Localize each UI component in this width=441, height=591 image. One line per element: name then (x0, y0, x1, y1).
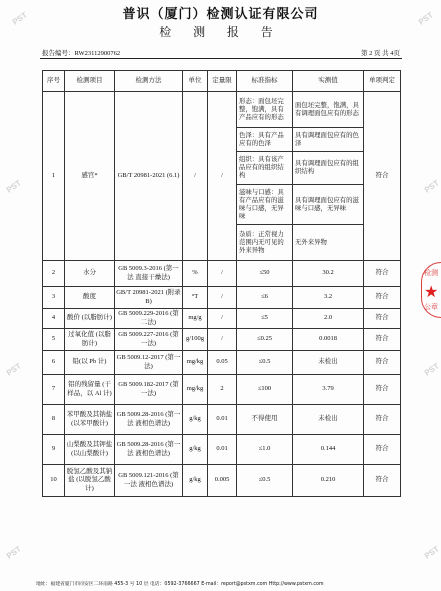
standard-value: ≤0.5 (237, 351, 293, 375)
measured-value: 3.79 (293, 375, 364, 405)
watermark: PST (416, 10, 435, 27)
test-item: 山梨酸及其钾盐(以山梨酸计) (65, 435, 115, 465)
test-method: GB 5009.182-2017 (第一法) (115, 375, 183, 405)
table-row (43, 261, 401, 287)
test-method: GB 5009.28-2016 (第一法 液相色谱法) (115, 405, 183, 435)
watermark: PST (422, 178, 441, 195)
measured-value: 无外来异物 (293, 225, 364, 261)
unit: g/100g (183, 329, 208, 351)
loq: / (208, 309, 237, 329)
standard-value: 色泽：具有产品应有的色泽 (237, 128, 293, 152)
test-item: 铅(以 Pb 计) (65, 351, 115, 375)
row-number: 4 (43, 309, 65, 329)
header-cell: 单项判定 (364, 71, 401, 92)
table-row (43, 309, 401, 329)
footer-contact: 地址：福建省厦门市同安区二环南路 455-3 号 10 层 电话：0592-3766667 E-mail：report@pstxm.com Http://www.pstxm.com (36, 582, 324, 587)
table-row (43, 435, 401, 465)
unit: mg/g (183, 309, 208, 329)
standard-value: 组织：具有该产品应有的组织结构 (237, 152, 293, 185)
measured-value: 未检出 (293, 351, 364, 375)
row-number: 1 (43, 92, 65, 261)
row-number: 10 (43, 465, 65, 497)
row-number: 7 (43, 375, 65, 405)
verdict: 符合 (364, 309, 401, 329)
test-method: GB 5009.229-2016 (第二法) (115, 309, 183, 329)
test-method: GB 5009.12-2017 (第一法) (115, 351, 183, 375)
measured-value: 3.2 (293, 287, 364, 309)
test-method: GB/T 20981-2021 (附录 B) (115, 287, 183, 309)
table-row (43, 405, 401, 435)
standard-value: ≤6 (237, 287, 293, 309)
header-cell: 定量限 (208, 71, 237, 92)
unit: g/kg (183, 435, 208, 465)
table-row (43, 329, 401, 351)
verdict: 符合 (364, 465, 401, 497)
standard-value: 不得使用 (237, 405, 293, 435)
unit: g/kg (183, 465, 208, 497)
test-item: 酸价 (以脂肪计) (65, 309, 115, 329)
seal-bottom-text: 公章 (424, 303, 438, 311)
verdict: 符合 (364, 287, 401, 309)
watermark: PST (4, 361, 23, 378)
test-method: GB 5009.3-2016 (第一法 直接干燥法) (115, 261, 183, 287)
test-item: 感官* (65, 92, 115, 261)
measured-value: 具有调理面包应有的色泽 (293, 128, 364, 152)
test-item: 铝的残留量 (干样品，以 Al 计) (65, 375, 115, 405)
standard-value: ≤100 (237, 375, 293, 405)
unit: mg/kg (183, 375, 208, 405)
row-number: 9 (43, 435, 65, 465)
verdict: 符合 (364, 375, 401, 405)
loq: 0.05 (208, 351, 237, 375)
unit: °T (183, 287, 208, 309)
loq: / (208, 287, 237, 309)
seal-top-text: 检测 (424, 269, 438, 277)
standard-value: ≤50 (237, 261, 293, 287)
watermark: PST (422, 361, 441, 378)
table-row (43, 465, 401, 497)
standard-value: 滋味与口感：具有产品应有的滋味与口感，无异味 (237, 185, 293, 225)
watermark: PST (422, 544, 441, 561)
test-item: 过氧化值 (以脂肪计) (65, 329, 115, 351)
row-number: 8 (43, 405, 65, 435)
loq: 0.01 (208, 435, 237, 465)
verdict: 符合 (364, 261, 401, 287)
header-cell: 检测项目 (65, 71, 115, 92)
unit: % (183, 261, 208, 287)
measured-value: 具有调理面包应有的滋味与口感，无异味 (293, 185, 364, 225)
standard-value: ≤5 (237, 309, 293, 329)
loq: / (208, 92, 237, 261)
test-method: GB 5009.227-2016 (第一法) (115, 329, 183, 351)
table-row (43, 92, 401, 128)
table-row (43, 375, 401, 405)
page-info: 第 2 页 共 4页 (361, 50, 400, 57)
header-cell: 标准指标 (237, 71, 293, 92)
watermark: PST (10, 10, 29, 27)
verdict: 符合 (364, 329, 401, 351)
standard-value: ≤1.0 (237, 435, 293, 465)
test-method: GB 5009.28-2016 (第一法 液相色谱法) (115, 435, 183, 465)
test-item: 脱氢乙酸及其钠盐 (以脱氢乙酸计) (65, 465, 115, 497)
report-number-label: 报告编号： (42, 50, 75, 57)
verdict: 符合 (364, 92, 401, 261)
measured-value: 0.144 (293, 435, 364, 465)
verdict: 符合 (364, 435, 401, 465)
report-number (42, 48, 120, 57)
unit: / (183, 92, 208, 261)
measured-value: 未检出 (293, 405, 364, 435)
unit: g/kg (183, 405, 208, 435)
header-divider (40, 58, 402, 59)
header-cell: 检测方法 (115, 71, 183, 92)
measured-value: 0.210 (293, 465, 364, 497)
measured-value: 具有调理面包应有的组织结构 (293, 152, 364, 185)
loq: 0.01 (208, 405, 237, 435)
report-number-value: RW23112900762 (74, 50, 121, 57)
measured-value: 2.0 (293, 309, 364, 329)
standard-value: 形态：面包坯完整，饱满，具有产品应有的形态 (237, 92, 293, 128)
test-method: GB 5009.121-2016 (第一法 液相色谱法) (115, 465, 183, 497)
loq: / (208, 329, 237, 351)
table-header-row (43, 71, 401, 92)
verdict: 符合 (364, 405, 401, 435)
verdict: 符合 (364, 351, 401, 375)
standard-value: ≤0.25 (237, 329, 293, 351)
watermark: PST (4, 178, 23, 195)
star-icon: ★ (424, 284, 439, 301)
watermark: PST (4, 544, 23, 561)
standard-value: ≤0.5 (237, 465, 293, 497)
table-row (43, 287, 401, 309)
company-name: 普识（厦门）检测认证有限公司 (122, 7, 319, 22)
standard-value: 杂质：正常视力范围内无可见的外来异物 (237, 225, 293, 261)
header-cell: 序号 (43, 71, 65, 92)
test-item: 水分 (65, 261, 115, 287)
loq: 0.005 (208, 465, 237, 497)
test-item: 苯甲酸及其钠盐(以苯甲酸计) (65, 405, 115, 435)
loq: 2 (208, 375, 237, 405)
row-number: 5 (43, 329, 65, 351)
test-item: 酸度 (65, 287, 115, 309)
row-number: 2 (43, 261, 65, 287)
row-number: 3 (43, 287, 65, 309)
test-method: GB/T 20981-2021 (6.1) (115, 92, 183, 261)
results-table (42, 70, 401, 497)
row-number: 6 (43, 351, 65, 375)
unit: mg/kg (183, 351, 208, 375)
measured-value: 面包坯完整，饱满，具有调理面包应有的形态 (293, 92, 364, 128)
header-cell: 单位 (183, 71, 208, 92)
report-title: 检 测 报 告 (159, 25, 282, 39)
measured-value: 0.0018 (293, 329, 364, 351)
table-row (43, 351, 401, 375)
loq: / (208, 261, 237, 287)
measured-value: 30.2 (293, 261, 364, 287)
header-cell: 实测值 (293, 71, 364, 92)
company-seal (421, 262, 441, 318)
